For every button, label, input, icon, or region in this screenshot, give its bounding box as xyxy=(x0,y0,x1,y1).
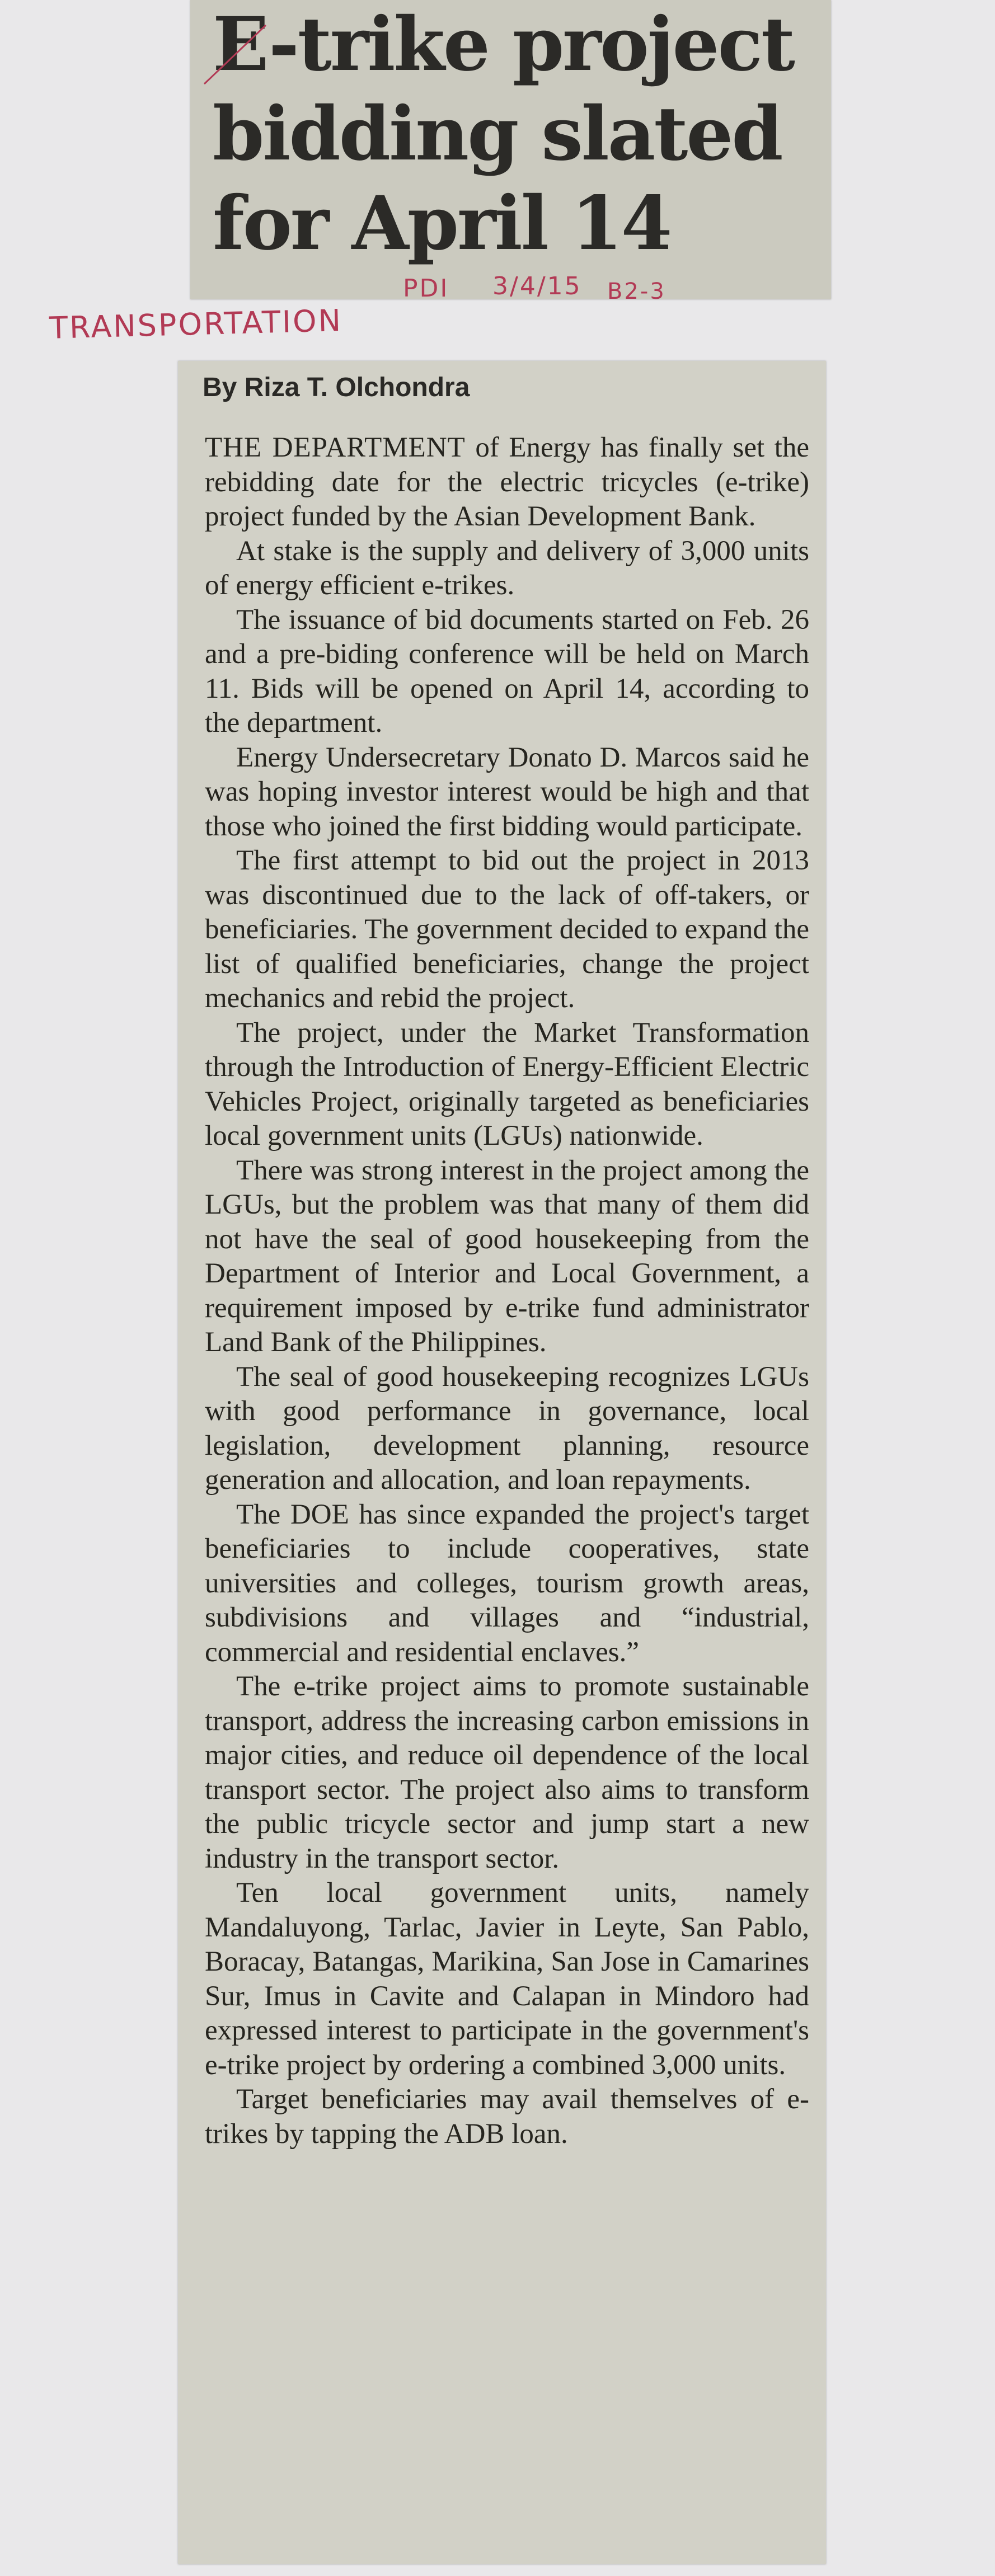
article-paragraph: At stake is the supply and delivery of 3,000 units of energy efficient e-trikes. xyxy=(205,535,809,601)
byline: By Riza T. Olchondra xyxy=(203,373,470,402)
lead-caps: THE DEPARTMENT xyxy=(205,432,466,463)
article-paragraph: Target beneficiaries may avail themselves of e-trikes by tapping the ADB loan. xyxy=(205,2084,809,2150)
page-note: B2-3 xyxy=(607,279,666,304)
article-paragraph: The DOE has since expanded the project's target beneficiaries to include cooperatives, state universities and colleges, tourism growth areas, subdivisions and villages and “industrial, commercial and residential enclaves.” xyxy=(205,1498,809,1668)
section-note: TRANSPORTATION xyxy=(49,303,343,346)
article-paragraph: Ten local government units, namely Mandaluyong, Tarlac, Javier in Leyte, San Pablo, Boracay, Batangas, Marikina, San Jose in Camarines Sur, Imus in Cavite and Calapan in Mindoro had expressed interest to participate in the government's e-trike project by ordering a combined 3,000 units. xyxy=(205,1877,809,2081)
article-paragraph: The project, under the Market Transformation through the Introduction of Energy-Efficient Electric Vehicles Project, originally targeted as beneficiaries local government units (LGUs) nationwide. xyxy=(205,1017,809,1151)
headline-line-1: E-trike project xyxy=(213,1,794,88)
article-paragraph xyxy=(205,431,809,534)
headline-line-2: bidding slated xyxy=(213,91,782,177)
date-note: 3/4/15 xyxy=(492,272,582,300)
headline-line-3: for April 14 xyxy=(213,180,671,267)
article-paragraph: Energy Undersecretary Donato D. Marcos said he was hoping investor interest would be high and that those who joined the first bidding would participate. xyxy=(205,741,809,842)
headline-clipping xyxy=(190,0,831,299)
article-body xyxy=(205,431,809,2151)
article-clipping xyxy=(178,361,826,2564)
publication-note: PDI xyxy=(403,274,449,303)
headline xyxy=(213,0,823,269)
pen-strike-icon xyxy=(201,22,269,90)
article-paragraph: The seal of good housekeeping recognizes LGUs with good performance in governance, local legislation, development planning, resource generation and allocation, and loan repayments. xyxy=(205,1361,809,1496)
article-paragraph: The issuance of bid documents started on Feb. 26 and a pre-biding conference will be held on March 11. Bids will be opened on April 14, according to the department. xyxy=(205,604,809,739)
lead-rest: of Energy has finally set the rebidding date for the electric tricycles (e-trike) project funded by the Asian Development Bank. xyxy=(205,432,809,532)
article-paragraph: There was strong interest in the project among the LGUs, but the problem was that many of them did not have the seal of good housekeeping from the Department of Interior and Local Government, a requirement imposed by e-trike fund administrator Land Bank of the Philippines. xyxy=(205,1154,809,1358)
article-paragraph: The e-trike project aims to promote sustainable transport, address the increasing carbon emissions in major cities, and reduce oil dependence of the local transport sector. The project also aims to transform the public tricycle sector and jump start a new industry in the transport sector. xyxy=(205,1671,809,1874)
article-paragraph: The first attempt to bid out the project in 2013 was discontinued due to the lack of off-takers, or beneficiaries. The government decided to expand the list of qualified beneficiaries, change the project mechanics and rebid the project. xyxy=(205,845,809,1014)
